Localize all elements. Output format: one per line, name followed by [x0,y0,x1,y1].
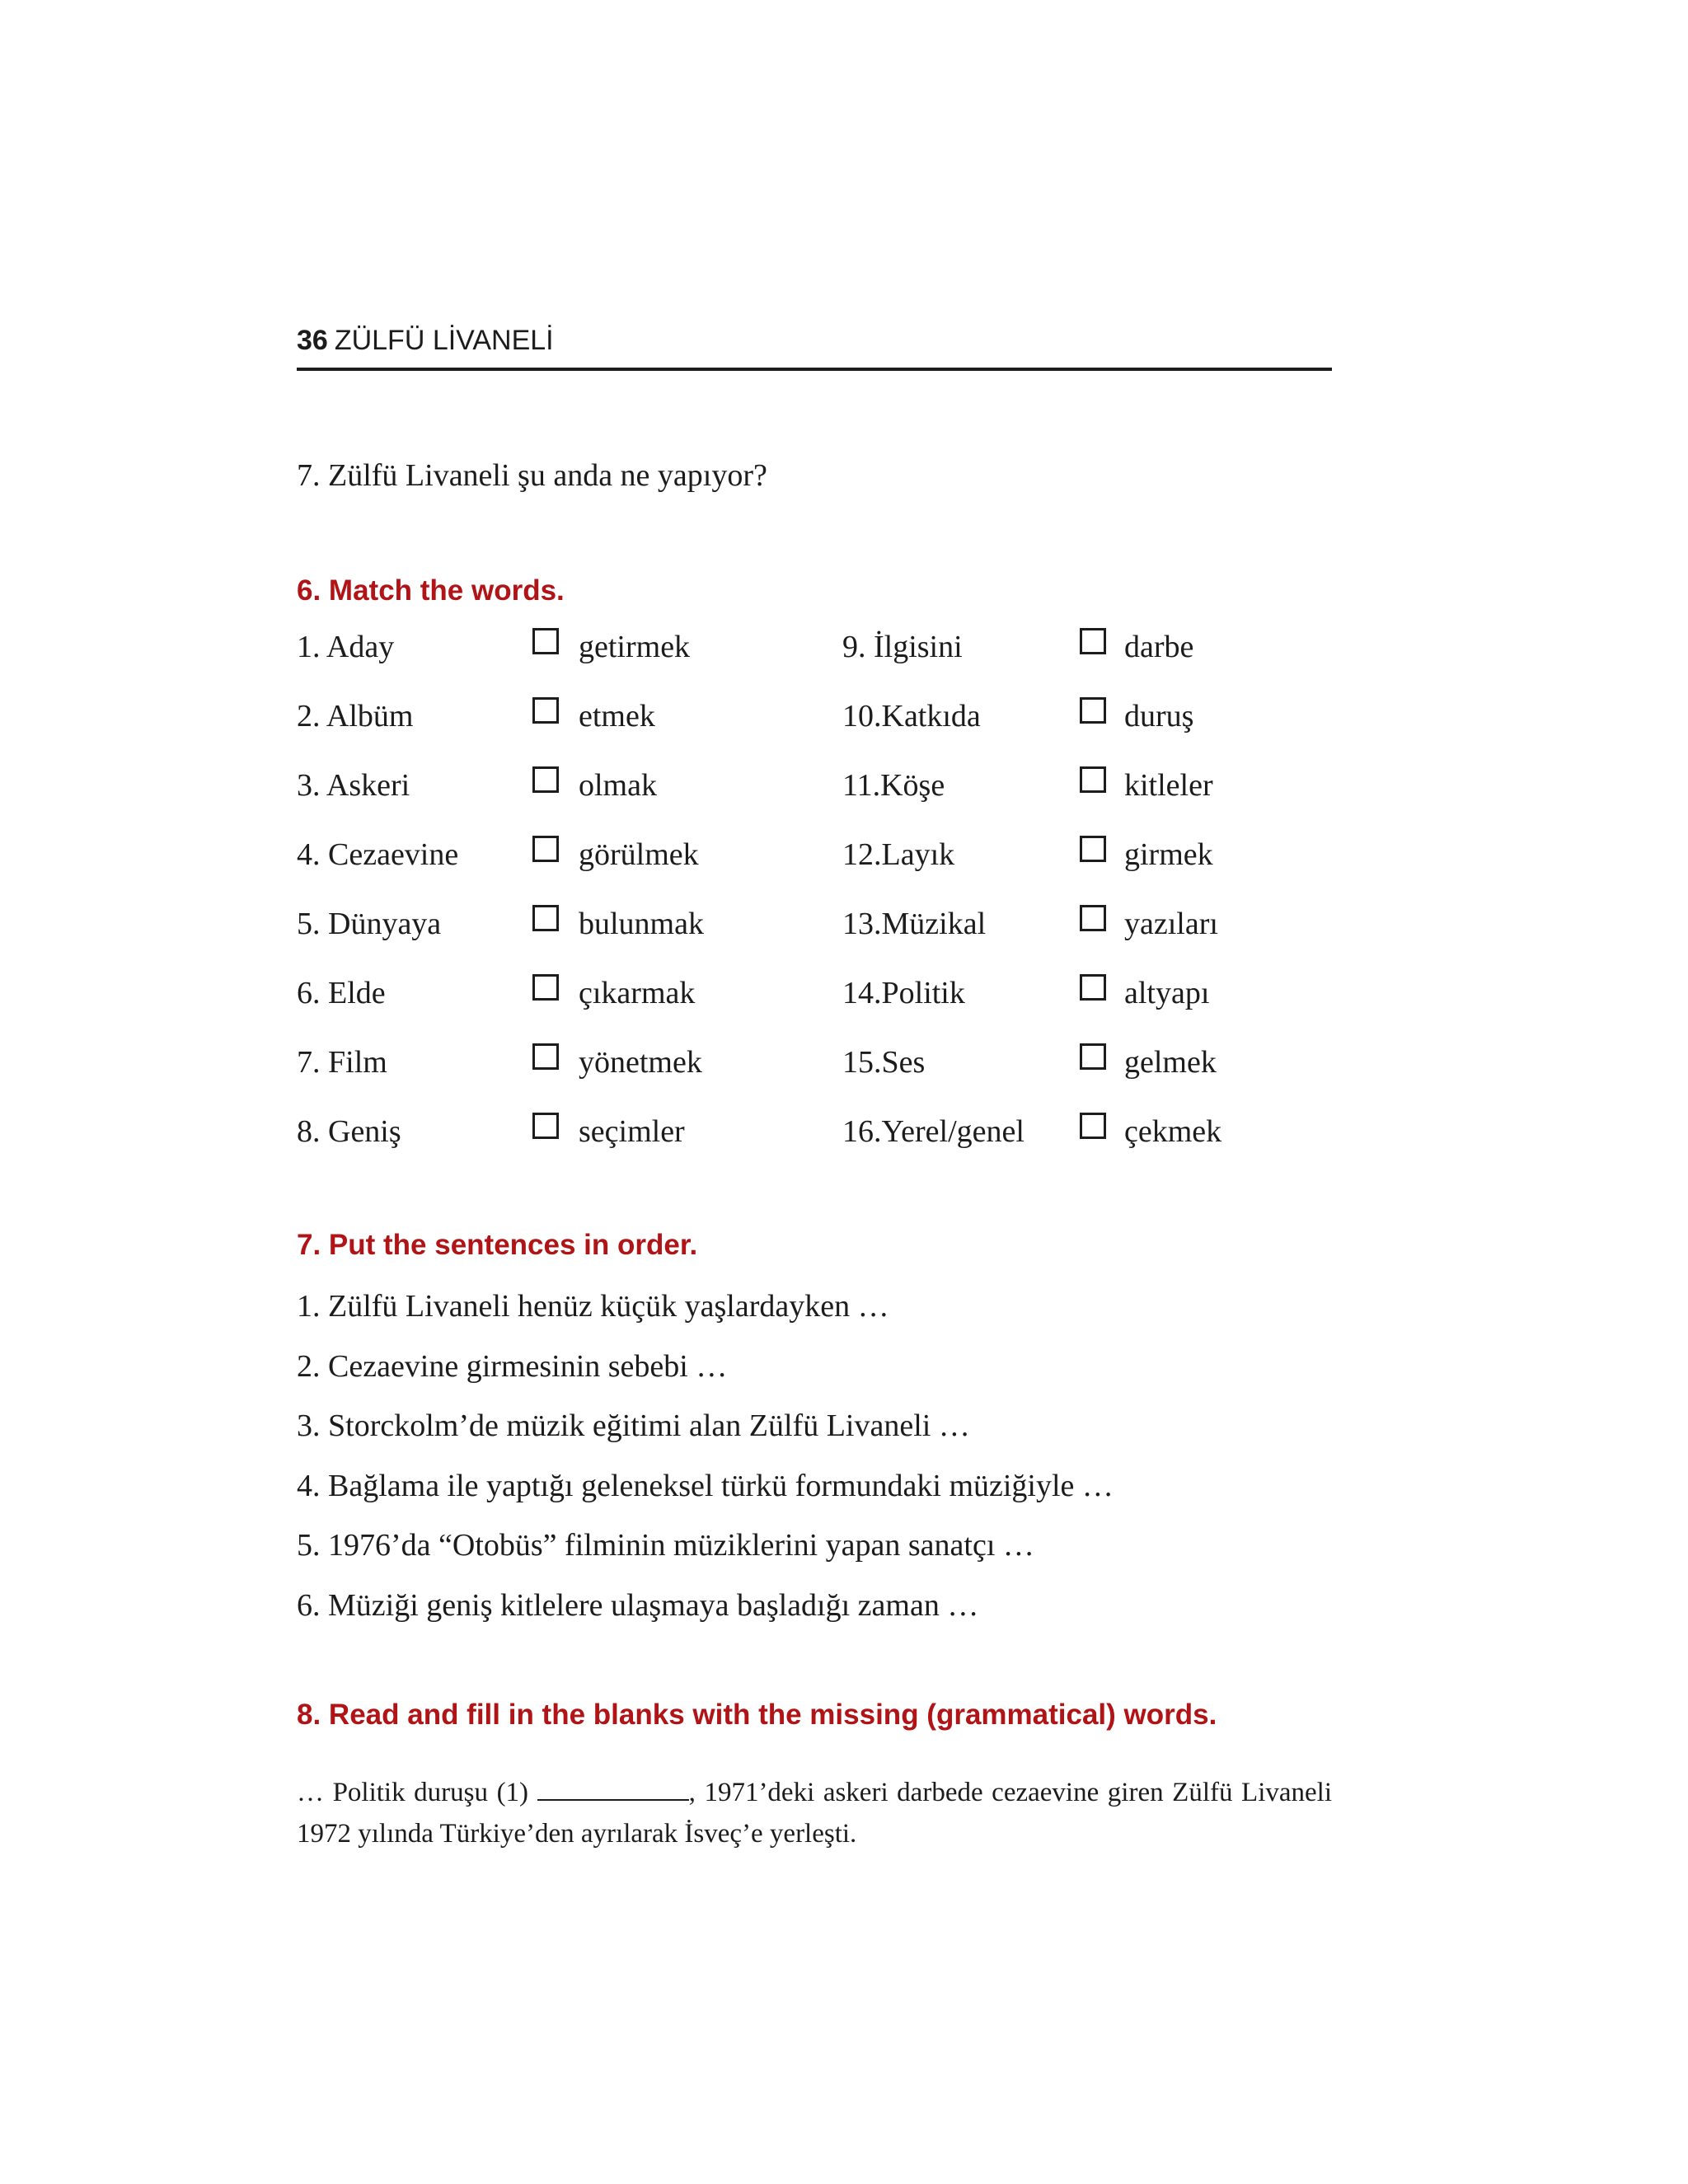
match-row [297,626,1368,696]
match-left-option: yönetmek [579,1045,702,1080]
page-number: 36 [297,325,328,356]
match-right-option: darbe [1124,630,1194,664]
checkbox[interactable] [532,766,559,793]
match-right-word: 16.Yerel/genel [842,1114,1025,1149]
match-right-word: 11.Köşe [842,768,945,803]
running-title: ZÜLFÜ LİVANELİ [334,325,554,356]
checkbox[interactable] [1080,905,1106,931]
paragraph-text-before: … Politik duruşu (1) [297,1778,537,1807]
list-item: 3. Storckolm’de müzik eğitimi alan Zülfü Livaneli … [297,1408,970,1443]
match-right-option: kitleler [1124,768,1213,803]
section-7-heading: 7. Put the sentences in order. [297,1229,698,1261]
fill-in-blank[interactable] [537,1774,689,1801]
match-right-word: 12.Layık [842,837,955,872]
checkbox[interactable] [1080,628,1106,654]
match-left-word: 6. Elde [297,976,386,1010]
paragraph-text-after: , 1971’deki askeri darbede cezaevine giren Zülfü Livaneli 1972 yılında Türkiye’den ayrılarak İsveç’e yerleşti. [297,1778,1333,1849]
checkbox[interactable] [532,1043,559,1070]
checkbox[interactable] [532,628,559,654]
match-right-option: yazıları [1124,907,1218,941]
match-row [297,765,1368,834]
match-row [297,1111,1368,1180]
match-left-option: etmek [579,699,655,733]
checkbox[interactable] [1080,1113,1106,1139]
list-item: 6. Müziği geniş kitlelere ulaşmaya başladığı zaman … [297,1587,979,1623]
match-right-option: duruş [1124,699,1194,733]
match-left-word: 7. Film [297,1045,387,1080]
fill-in-paragraph [297,1772,1332,1854]
match-right-word: 14.Politik [842,976,965,1010]
checkbox[interactable] [532,697,559,724]
match-right-word: 13.Müzikal [842,907,987,941]
match-left-option: bulunmak [579,907,704,941]
section-8-heading: 8. Read and fill in the blanks with the missing (grammatical) words. [297,1699,1217,1731]
section-6-heading: 6. Match the words. [297,574,565,607]
checkbox[interactable] [532,905,559,931]
match-row [297,972,1368,1042]
checkbox[interactable] [1080,836,1106,862]
match-right-word: 9. İlgisini [842,630,963,664]
question-7: 7. Zülfü Livaneli şu anda ne yapıyor? [297,458,767,493]
checkbox[interactable] [1080,1043,1106,1070]
match-right-word: 10.Katkıda [842,699,981,733]
match-left-option: görülmek [579,837,699,872]
match-row [297,903,1368,972]
match-left-word: 5. Dünyaya [297,907,442,941]
checkbox[interactable] [532,974,559,1001]
match-left-word: 8. Geniş [297,1114,401,1149]
checkbox[interactable] [1080,974,1106,1001]
match-right-word: 15.Ses [842,1045,926,1080]
match-right-option: girmek [1124,837,1213,872]
match-left-option: getirmek [579,630,691,664]
match-words-grid [297,626,1368,1180]
match-left-word: 2. Albüm [297,699,414,733]
list-item: 5. 1976’da “Otobüs” filminin müziklerini yapan sanatçı … [297,1528,1034,1563]
match-right-option: altyapı [1124,976,1210,1010]
match-row [297,1042,1368,1111]
match-left-option: çıkarmak [579,976,696,1010]
list-item: 1. Zülfü Livaneli henüz küçük yaşlardayken … [297,1289,889,1324]
match-right-option: çekmek [1124,1114,1222,1149]
checkbox[interactable] [532,836,559,862]
match-row [297,696,1368,765]
match-left-word: 4. Cezaevine [297,837,459,872]
match-left-word: 3. Askeri [297,768,410,803]
match-left-option: olmak [579,768,657,803]
match-right-option: gelmek [1124,1045,1217,1080]
list-item: 4. Bağlama ile yaptığı geleneksel türkü formundaki müziğiyle … [297,1468,1114,1503]
checkbox[interactable] [1080,697,1106,724]
page-header [297,320,1332,371]
match-left-option: seçimler [579,1114,685,1149]
match-row [297,834,1368,903]
checkbox[interactable] [1080,766,1106,793]
checkbox[interactable] [532,1113,559,1139]
sentence-order-list [297,1286,1114,1644]
match-left-word: 1. Aday [297,630,395,664]
list-item: 2. Cezaevine girmesinin sebebi … [297,1348,728,1384]
